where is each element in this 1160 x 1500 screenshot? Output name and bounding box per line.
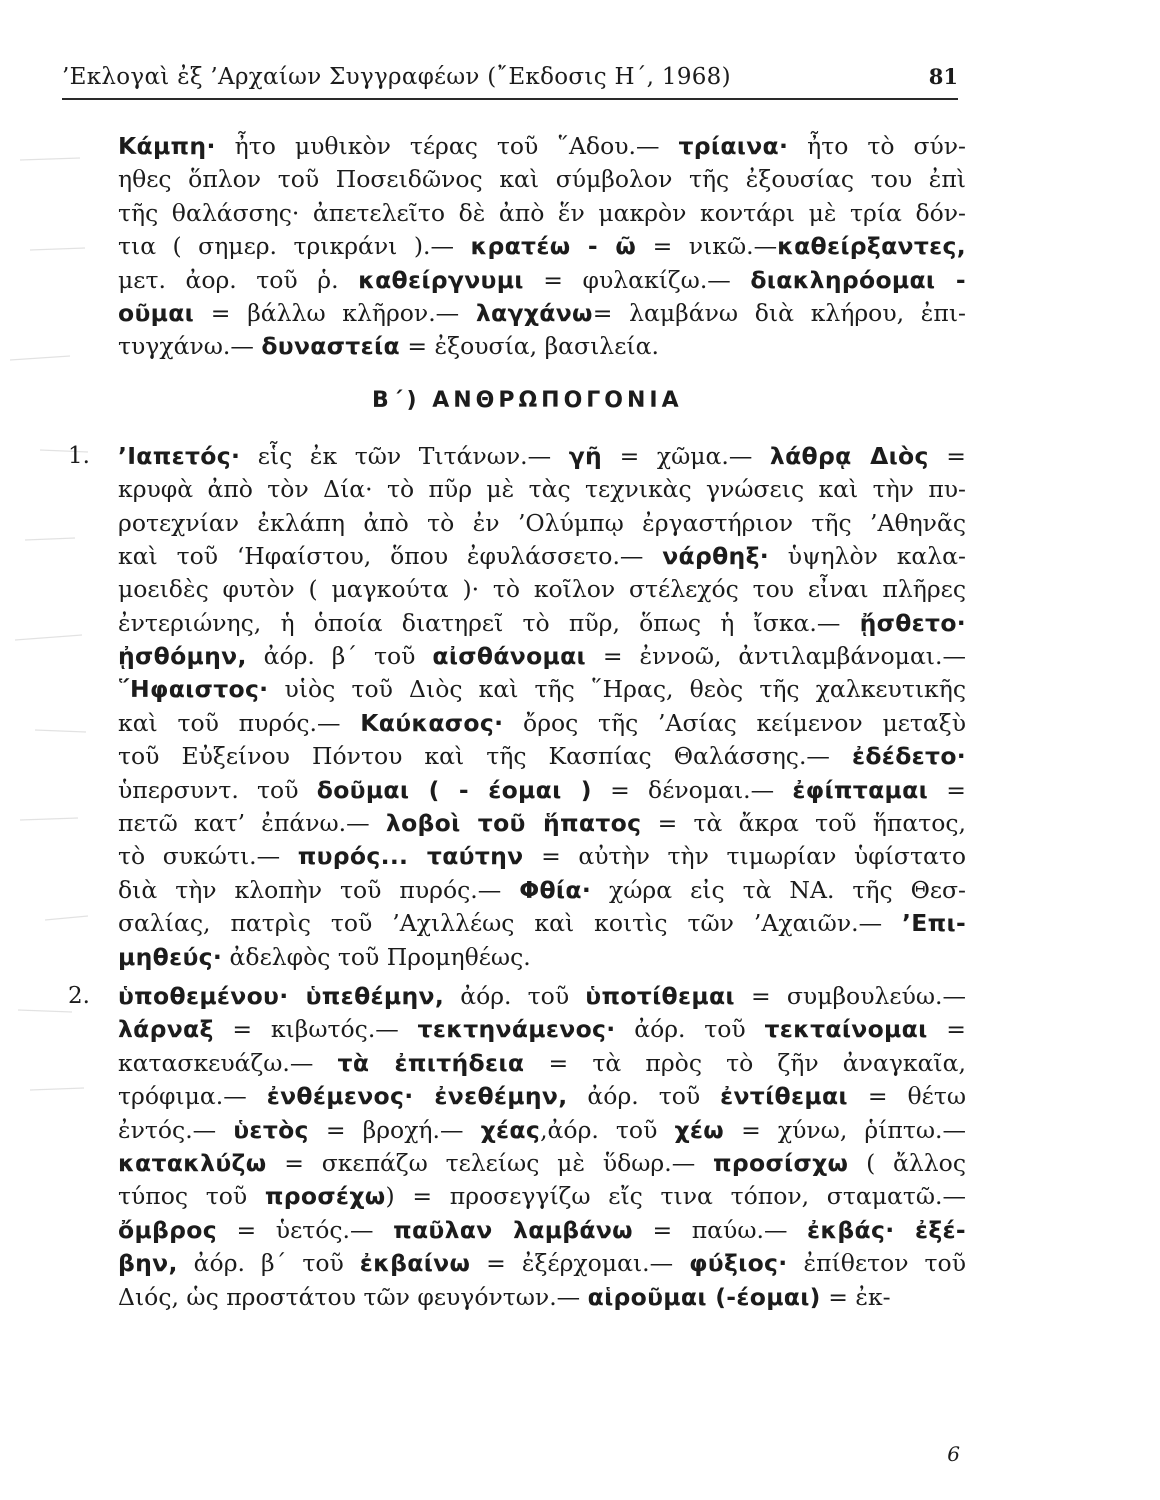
running-header (62, 64, 958, 100)
text-line: τύπος τοῦ προσέχω) = προσεγγίζω εἴς τινα τόπον, σταματῶ.— (118, 1182, 966, 1211)
lemma-term: κρατέω - ῶ (470, 232, 637, 261)
lemma-term: ᾔσθετο· (859, 608, 966, 637)
lemma-term: δυναστεία (261, 332, 400, 361)
intro-paragraph (118, 130, 966, 364)
text-line: κατασκευάζω.— τὰ ἐπιτήδεια = τὰ πρὸς τὸ ζῆν ἀναγκαῖα, (118, 1048, 966, 1077)
lemma-term: προσίσχω (712, 1148, 849, 1177)
text-line: τῆς θαλάσσης· ἀπετελεῖτο δὲ ἀπὸ ἕν μακρὸν κοντάρι μὲ τρία δόν- (118, 198, 966, 227)
lemma-term: ὄμβρος (118, 1215, 217, 1244)
text-line: ὑπερσυντ. τοῦ δοῦμαι ( - έομαι ) = δένομαι.— ἐφίπταμαι = (118, 775, 966, 804)
lemma-term: τεκτηνάμενος· (417, 1015, 616, 1044)
lemma-term: Καύκασος· (360, 708, 504, 737)
lemma-term: ῞Ηφαιστος· (118, 675, 269, 704)
section-heading: Β΄) ΑΝΘΡΩΠΟΓΟΝΙΑ (372, 387, 683, 413)
text-line: ᾐσθόμην, ἀόρ. β΄ τοῦ αἰσθάνομαι = ἐννοῶ, ἀντιλαμβάνομαι.— (118, 642, 966, 671)
text-line: ἐντός.— ὑετὸς = βροχή.— χέας,ἀόρ. τοῦ χέω = χύνω, ῥίπτω.— (118, 1115, 967, 1144)
text-line: ὑποθεμένου· ὑπεθέμην, ἀόρ. τοῦ ὑποτίθεμαι = συμβουλεύω.— (118, 981, 966, 1010)
text-line: ροτεχνίαν ἐκλάπη ἀπὸ τὸ ἐν ’Ολύμπῳ ἐργαστήριον τῆς ’Αθηνᾶς (118, 508, 966, 537)
text-line: κρυφὰ ἀπὸ τὸν Δία· τὸ πῦρ μὲ τὰς τεχνικὰς γνώσεις καὶ τὴν πυ- (118, 475, 966, 504)
lemma-term: ἐκβάς· ἐξέ- (807, 1215, 966, 1244)
lemma-term: Φθία· (519, 875, 592, 904)
lemma-term: αἱροῦμαι (-έομαι) (587, 1282, 821, 1311)
text-line: κατακλύζω = σκεπάζω τελείως μὲ ὕδωρ.— προσίσχω ( ἄλλος (118, 1148, 966, 1177)
paragraph-number: 1. (68, 442, 90, 469)
paragraph-2 (68, 980, 967, 1314)
lemma-term: ἐκβαίνω (359, 1249, 471, 1278)
lemma-term: καθείργνυμι (358, 265, 524, 294)
text-line: τρόφιμα.— ἐνθέμενος· ἐνεθέμην, ἀόρ. τοῦ ἐντίθεμαι = θέτω (118, 1082, 966, 1111)
text-line: ῞Ηφαιστος· υἱὸς τοῦ Διὸς καὶ τῆς ῞Ηρας, θεὸς τῆς χαλκευτικῆς (118, 675, 966, 704)
lemma-term: παῦλαν λαμβάνω (393, 1215, 633, 1244)
lemma-term: τὰ ἐπιτήδεια (337, 1048, 525, 1077)
lemma-term: τεκταίνομαι (764, 1015, 928, 1044)
lemma-term: νάρθηξ· (662, 541, 769, 570)
paragraph-number: 2. (68, 982, 90, 1009)
lemma-term: ὑετὸς (233, 1115, 309, 1144)
signature-mark: 6 (947, 1442, 960, 1466)
running-title: ’Εκλογαὶ ἐξ ’Αρχαίων Συγγραφέων (῎Εκδοσις Η΄, 1968) (62, 64, 731, 90)
lemma-term: ὑποτίθεμαι (585, 981, 735, 1010)
lemma-term: δοῦμαι ( - έομαι ) (316, 775, 592, 804)
text-line: μετ. ἀορ. τοῦ ῥ. καθείργνυμι = φυλακίζω.— διακληρόομαι - (118, 265, 966, 294)
text-line: Κάμπη· ἦτο μυθικὸν τέρας τοῦ ῞Αδου.— τρίαινα· ἦτο τὸ σύν- (118, 132, 966, 160)
text-line: ἐντεριώνης, ἡ ὁποία διατηρεῖ τὸ πῦρ, ὅπως ἡ ἴσκα.— ᾔσθετο· (118, 608, 966, 637)
text-line: τια ( σημερ. τρικράνι ).— κρατέω - ῶ = νικῶ.—καθείρξαντες, (118, 232, 966, 261)
lemma-term: βην, (118, 1249, 178, 1278)
text-line: διὰ τὴν κλοπὴν τοῦ πυρός.— Φθία· χώρα εἰς τὰ ΝΑ. τῆς Θεσ- (118, 875, 966, 904)
text-line: καὶ τοῦ ‘Ηφαίστου, ὅπου ἐφυλάσσετο.— νάρθηξ· ὑψηλὸν καλα- (118, 541, 966, 570)
lemma-term: ’Επι- (902, 909, 966, 938)
lemma-term: ἐνθέμενος· ἐνεθέμην, (266, 1082, 568, 1111)
text-line: σαλίας, πατρὶς τοῦ ’Αχιλλέως καὶ κοιτὶς τῶν ’Αχαιῶν.— ’Επι- (118, 909, 966, 938)
lemma-term: καθείρξαντες, (777, 232, 966, 261)
lemma-term: ἐφίπταμαι (792, 775, 929, 804)
lemma-term: χέας (480, 1115, 541, 1144)
text-line: λάρναξ = κιβωτός.— τεκτηνάμενος· ἀόρ. τοῦ τεκταίνομαι = (118, 1015, 966, 1044)
lemma-term: ἐντίθεμαι (720, 1082, 848, 1111)
main-text (68, 130, 967, 1314)
lemma-term: μηθεύς· (118, 942, 223, 971)
text-line: οῦμαι = βάλλω κλῆρον.— λαγχάνω= λαμβάνω διὰ κλήρου, ἐπι- (118, 298, 966, 327)
lemma-term: λαγχάνω (475, 298, 593, 327)
lemma-term: ἐδέδετο· (851, 742, 966, 771)
lemma-term: λάρναξ (118, 1015, 214, 1044)
text-line: καὶ τοῦ πυρός.— Καύκασος· ὄρος τῆς ’Ασίας κείμενον μεταξὺ (118, 708, 966, 737)
lemma-term: λάθρᾳ Διὸς (769, 441, 929, 470)
lemma-term: λοβοὶ τοῦ ἥπατος (385, 809, 642, 838)
lemma-term: οῦμαι (118, 298, 195, 327)
text-line: πετῶ κατ’ ἐπάνω.— λοβοὶ τοῦ ἥπατος = τὰ ἄκρα τοῦ ἥπατος, (118, 809, 966, 838)
lemma-term: προσέχω (264, 1182, 386, 1211)
text-line: Διός, ὡς προστάτου τῶν φευγόντων.— αἱροῦμαι (-έομαι) = ἐκ- (118, 1282, 891, 1311)
text-line: βην, ἀόρ. β΄ τοῦ ἐκβαίνω = ἐξέρχομαι.— φύξιος· ἐπίθετον τοῦ (118, 1249, 966, 1278)
lemma-term: κατακλύζω (118, 1148, 267, 1177)
text-line: μοειδὲς φυτὸν ( μαγκούτα )· τὸ κοῖλον στέλεχός του εἶναι πλῆρες (118, 575, 966, 604)
text-line: ’Ιαπετός· εἷς ἐκ τῶν Τιτάνων.— γῆ = χῶμα.— λάθρᾳ Διὸς = (118, 441, 966, 470)
lemma-term: ᾐσθόμην, (118, 642, 247, 671)
lemma-term: πυρός... ταύτην (297, 842, 524, 871)
text-line: τὸ συκώτι.— πυρός... ταύτην = αὐτὴν τὴν τιμωρίαν ὑφίστατο (118, 842, 966, 871)
lemma-term: τρίαινα· (678, 132, 789, 160)
text-line: ηθες ὅπλον τοῦ Ποσειδῶνος καὶ σύμβολον τῆς ἐξουσίας του ἐπὶ (118, 165, 966, 194)
text-line: τυγχάνω.— δυναστεία = ἐξουσία, βασιλεία. (118, 332, 659, 361)
text-line: τοῦ Εὐξείνου Πόντου καὶ τῆς Κασπίας Θαλάσσης.— ἐδέδετο· (118, 742, 966, 771)
lemma-term: ὑποθεμένου· ὑπεθέμην, (118, 981, 445, 1010)
page-number: 81 (928, 64, 958, 89)
text-line: μηθεύς· ἀδελφὸς τοῦ Προμηθέως. (118, 942, 531, 971)
paragraph-1 (68, 440, 966, 974)
lemma-term: ’Ιαπετός· (118, 441, 241, 470)
bleed-through-marks (0, 120, 90, 1120)
lemma-term: χέω (674, 1115, 725, 1144)
text-line: ὄμβρος = ὑετός.— παῦλαν λαμβάνω = παύω.— ἐκβάς· ἐξέ- (118, 1215, 966, 1244)
lemma-term: Κάμπη· (118, 132, 216, 160)
lemma-term: γῆ (568, 441, 603, 470)
lemma-term: αἰσθάνομαι (432, 642, 587, 671)
lemma-term: διακληρόομαι - (750, 265, 966, 294)
lemma-term: φύξιος· (689, 1249, 788, 1278)
